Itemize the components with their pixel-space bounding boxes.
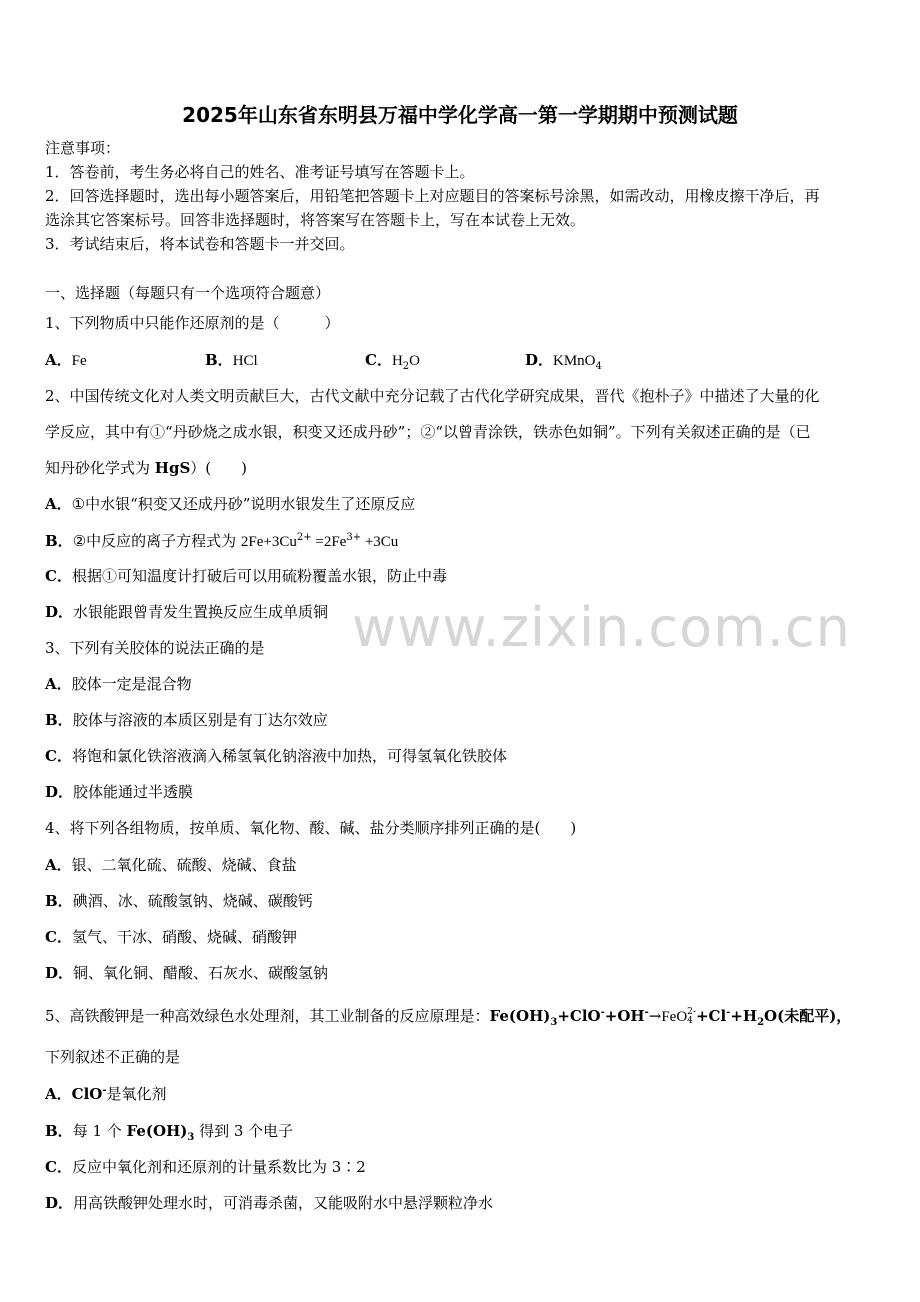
- notice-heading: 注意事项：: [45, 139, 121, 157]
- page-title: 2025年山东省东明县万福中学化学高一第一学期期中预测试题: [182, 103, 738, 127]
- q2-stem-line3: 知丹砂化学式为 HgS）( ): [45, 459, 247, 477]
- q3-option-a: A．胶体一定是混合物: [45, 675, 192, 693]
- q5-option-c: C．反应中氧化剂和还原剂的计量系数比为 3∶2: [45, 1158, 366, 1176]
- q3-option-c: C．将饱和氯化铁溶液滴入稀氢氧化钠溶液中加热，可得氢氧化铁胶体: [45, 747, 507, 765]
- q2-option-b: B．②中反应的离子方程式为 $2Fe+3Cu^{2+} =2Fe^{3+} +3Cu$: [45, 532, 399, 550]
- q1-option-c: C．$H_2O$: [365, 351, 421, 372]
- q5-stem-line1: 5、高铁酸钾是一种高效绿色水处理剂，其工业制备的反应原理是：$Fe(OH)_3+ClO^-+OH^-\to FeO$ 2- 4 $+Cl^-+H_2O$(未配平)，: [45, 1007, 852, 1028]
- section-heading: 一、选择题（每题只有一个选项符合题意）: [45, 284, 331, 302]
- q1-stem: 1、下列物质中只能作还原剂的是（ ）: [45, 314, 340, 332]
- watermark: www.zixin.com.cn: [352, 596, 851, 659]
- q2-option-c: C．根据①可知温度计打破后可以用硫粉覆盖水银，防止中毒: [45, 567, 447, 585]
- q3-stem: 3、下列有关胶体的说法正确的是: [45, 639, 265, 657]
- notice-item-2a: 2．回答选择题时，选出每小题答案后，用铅笔把答题卡上对应题目的答案标号涂黑，如需改动，用橡皮擦干净后，再: [45, 187, 820, 205]
- q4-option-d: D．铜、氧化铜、醋酸、石灰水、碳酸氢钠: [45, 964, 329, 982]
- q5-option-a: A．ClO-是氧化剂: [45, 1085, 167, 1103]
- q3-option-b: B．胶体与溶液的本质区别是有丁达尔效应: [45, 711, 328, 729]
- q1-option-b: B．HCl: [205, 351, 258, 369]
- q2-stem-line2: 学反应，其中有①“丹砂烧之成水银，积变又还成丹砂”；②“以曾青涂铁，铁赤色如铜”。下列有关叙述正确的是（已: [45, 423, 811, 441]
- q5-option-b: B．每 1 个 $Fe(OH)_3$ 得到 3 个电子: [45, 1122, 294, 1143]
- q1-option-d: D．KMnO$_4$: [525, 351, 602, 372]
- notice-item-1: 1．答卷前，考生务必将自己的姓名、准考证号填写在答题卡上。: [45, 163, 475, 181]
- q4-option-b: B．碘酒、冰、硫酸氢钠、烧碱、碳酸钙: [45, 892, 313, 910]
- q5-stem-line2: 下列叙述不正确的是: [45, 1048, 181, 1066]
- q1-option-a: A．Fe: [45, 351, 87, 369]
- notice-item-3: 3．考试结束后，将本试卷和答题卡一并交回。: [45, 235, 355, 253]
- q2-option-a: A．①中水银“积变又还成丹砂”说明水银发生了还原反应: [45, 495, 416, 513]
- q4-option-c: C．氢气、干冰、硝酸、烧碱、硝酸钾: [45, 928, 297, 946]
- q4-option-a: A．银、二氧化硫、硫酸、烧碱、食盐: [45, 856, 297, 874]
- q2-stem-line1: 2、中国传统文化对人类文明贡献巨大，古代文献中充分记载了古代化学研究成果，晋代《抱朴子》中描述了大量的化: [45, 387, 820, 405]
- q4-stem: 4、将下列各组物质，按单质、氧化物、酸、碱、盐分类顺序排列正确的是( ): [45, 819, 577, 837]
- q2-option-d: D．水银能跟曾青发生置换反应生成单质铜: [45, 603, 329, 621]
- q3-option-d: D．胶体能通过半透膜: [45, 783, 194, 801]
- notice-item-2b: 选涂其它答案标号。回答非选择题时，将答案写在答题卡上，写在本试卷上无效。: [45, 211, 586, 229]
- q5-option-d: D．用高铁酸钾处理水时，可消毒杀菌，又能吸附水中悬浮颗粒净水: [45, 1194, 494, 1212]
